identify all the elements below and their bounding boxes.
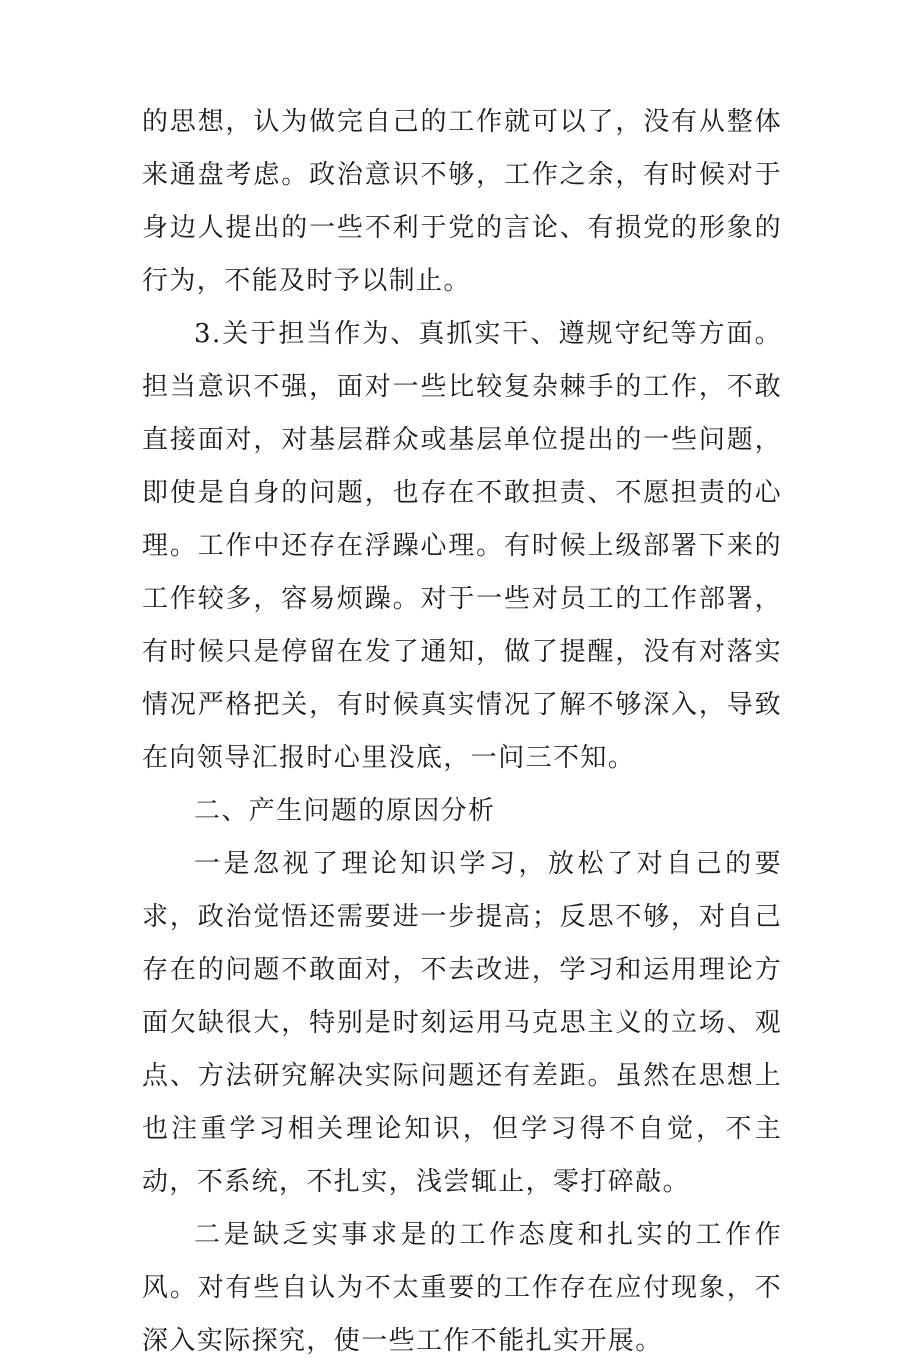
- document-body: [142, 96, 782, 1368]
- paragraph-continuation: 的思想，认为做完自己的工作就可以了，没有从整体来通盘考虑。政治意识不够，工作之余，有时候对于身边人提出的一些不利于党的言论、有损党的形象的行为，不能及时予以制止。: [142, 107, 782, 296]
- paragraph-cause-one: 一是忽视了理论知识学习，放松了对自己的要求，政治觉悟还需要进一步提高；反思不够，对自己存在的问题不敢面对，不去改进，学习和运用理论方面欠缺很大，特别是时刻运用马克思主义的立场、观点、方法研究解决实际问题还有差距。虽然在思想上也注重学习相关理论知识，但学习得不自觉，不主动，不系统，不扎实，浅尝辄止，零打碎敲。: [142, 849, 782, 1197]
- paragraph-section-3: 3.关于担当作为、真抓实干、遵规守纪等方面。担当意识不强，面对一些比较复杂棘手的工作，不敢直接面对，对基层群众或基层单位提出的一些问题，即使是自身的问题，也存在不敢担责、不愿担责的心理。工作中还存在浮躁心理。有时候上级部署下来的工作较多，容易烦躁。对于一些对员工的工作部署，有时候只是停留在发了通知，做了提醒，没有对落实情况严格把关，有时候真实情况了解不够深入，导致在向领导汇报时心里没底，一问三不知。: [142, 319, 782, 773]
- section-heading-cause-analysis: 二、产生问题的原因分析: [194, 796, 496, 826]
- paragraph-cause-two: 二是缺乏实事求是的工作态度和扎实的工作作风。对有些自认为不太重要的工作存在应付现象，不深入实际探究，使一些工作不能扎实开展。: [142, 1220, 782, 1356]
